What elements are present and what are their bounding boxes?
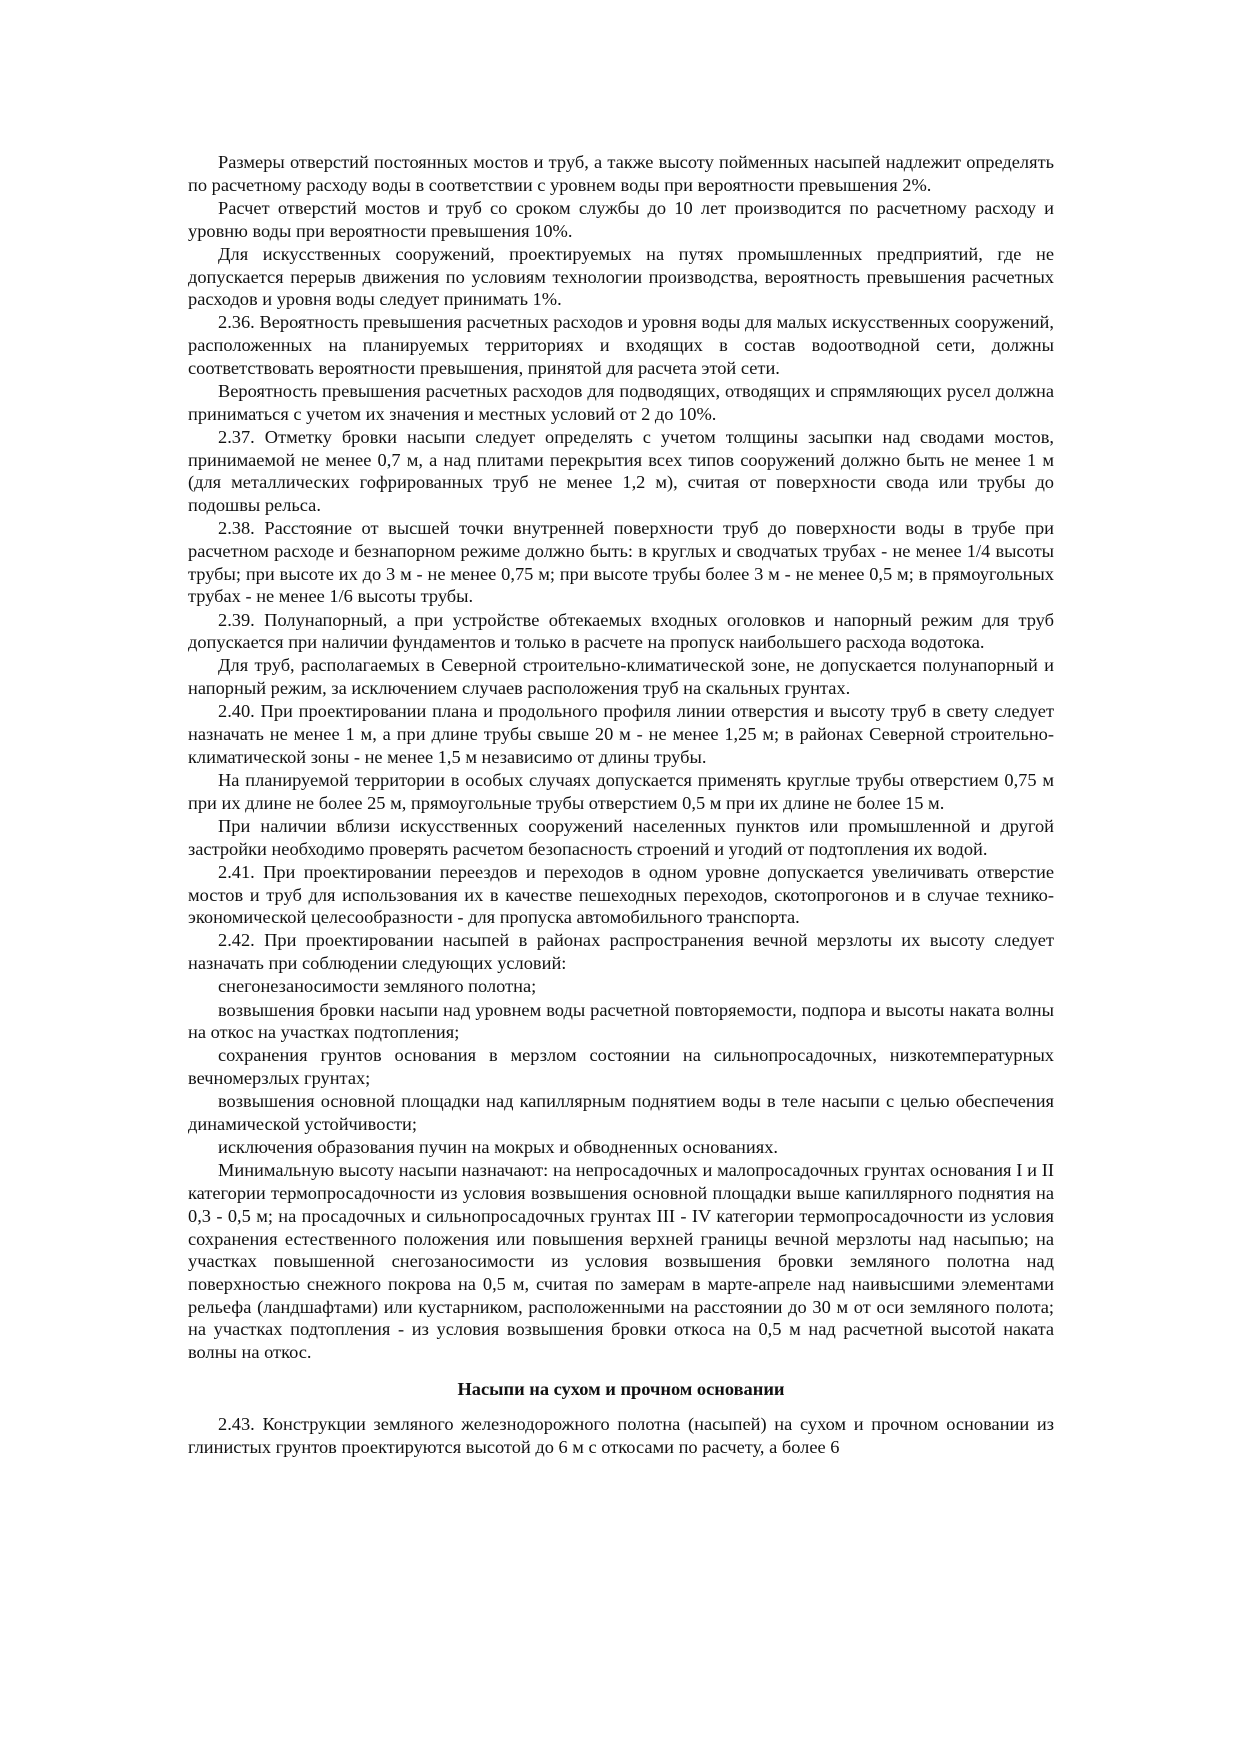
paragraph: Для труб, располагаемых в Северной строительно-климатической зоне, не допускается полунапорный и напорный режим, за исключением случаев расположения труб на скальных грунтах. xyxy=(188,655,1054,699)
list-item-condition: возвышения основной площадки над капиллярным поднятием воды в теле насыпи с целью обеспечения динамической устойчивости; xyxy=(188,1091,1054,1135)
list-item-condition: снегонезаносимости земляного полотна; xyxy=(218,976,537,997)
section-heading: Насыпи на сухом и прочном основании xyxy=(457,1378,785,1399)
paragraph: На планируемой территории в особых случаях допускается применять круглые трубы отверстием 0,75 м при их длине не более 25 м, прямоугольные трубы отверстием 0,5 м при их длине не более 15 м. xyxy=(188,769,1054,813)
paragraph-clause-2-37: 2.37. Отметку бровки насыпи следует определять с учетом толщины засыпки над сводами мостов, принимаемой не менее 0,7 м, а над плитами перекрытия всех типов сооружений должно быть не менее 1 м (для металлических гофрированных труб не менее 1,2 м), считая от поверхности свода или трубы до подошвы рельса. xyxy=(188,426,1054,516)
paragraph-clause-2-38: 2.38. Расстояние от высшей точки внутренней поверхности труб до поверхности воды в трубе при расчетном расходе и безнапорном режиме должно быть: в круглых и сводчатых трубах - не менее 1/4 высоты трубы; при высоте их до 3 м - не менее 0,75 м; при высоте трубы более 3 м - не менее 0,5 м; в прямоугольных трубах - не менее 1/6 высоты трубы. xyxy=(188,518,1054,607)
document-page xyxy=(188,151,1054,1459)
list-item-condition: сохранения грунтов основания в мерзлом состоянии на сильнопросадочных, низкотемпературных вечномерзлых грунтах; xyxy=(188,1045,1054,1089)
list-item-condition: исключения образования пучин на мокрых и обводненных основаниях. xyxy=(218,1137,778,1158)
paragraph: При наличии вблизи искусственных сооружений населенных пунктов или промышленной и другой застройки необходимо проверять расчетом безопасность строений и угодий от подтопления их водой. xyxy=(188,815,1054,859)
paragraph-clause-2-39: 2.39. Полунапорный, а при устройстве обтекаемых входных оголовков и напорный режим для труб допускается при наличии фундаментов и только в расчете на пропуск наибольшего расхода водотока. xyxy=(188,609,1054,653)
paragraph-clause-2-40: 2.40. При проектировании плана и продольного профиля линии отверстия и высоту труб в свету следует назначать не менее 1 м, а при длине трубы свыше 20 м - не менее 1,25 м; в районах Северной строительно-климатической зоны - не менее 1,5 м независимо от длины трубы. xyxy=(188,701,1054,767)
paragraph-clause-2-36: 2.36. Вероятность превышения расчетных расходов и уровня воды для малых искусственных сооружений, расположенных на планируемых территориях и входящих в состав водоотводной сети, должны соответствовать вероятности превышения, принятой для расчета этой сети. xyxy=(188,312,1054,378)
paragraph-clause-2-42: 2.42. При проектировании насыпей в районах распространения вечной мерзлоты их высоту следует назначать при соблюдении следующих условий: xyxy=(188,930,1054,974)
paragraph: Минимальную высоту насыпи назначают: на непросадочных и малопросадочных грунтах основания I и II категории термопросадочности из условия возвышения основной площадки выше капиллярного поднятия на 0,3 - 0,5 м; на просадочных и сильнопросадочных грунтах III - IV категории термопросадочности из условия сохранения естественного положения или повышения верхней границы вечной мерзлоты над насыпью; на участках повышенной снегозаносимости из условия возвышения бровки земляного полотна над поверхностью снежного покрова на 0,5 м, считая по замерам в марте-апреле над наивысшими элементами рельефа (ландшафтами) или кустарником, расположенными на расстоянии до 30 м от оси земляного полота; на участках подтопления - из условия возвышения бровки откоса на 0,5 м над расчетной высотой наката волны на откос. xyxy=(188,1160,1054,1363)
paragraph: Размеры отверстий постоянных мостов и труб, а также высоту пойменных насыпей надлежит определять по расчетному расходу воды в соответствии с уровнем воды при вероятности превышения 2%. xyxy=(188,152,1054,195)
list-item-condition: возвышения бровки насыпи над уровнем воды расчетной повторяемости, подпора и высоты наката волны на откос на участках подтопления; xyxy=(188,999,1054,1043)
paragraph: Расчет отверстий мостов и труб со сроком службы до 10 лет производится по расчетному расходу и уровню воды при вероятности превышения 10%. xyxy=(188,197,1054,241)
paragraph: Вероятность превышения расчетных расходов для подводящих, отводящих и спрямляющих русел должна приниматься с учетом их значения и местных условий от 2 до 10%. xyxy=(188,381,1054,424)
paragraph-clause-2-43: 2.43. Конструкции земляного железнодорожного полотна (насыпей) на сухом и прочном основании из глинистых грунтов проектируются высотой до 6 м с откосами по расчету, а более 6 xyxy=(188,1414,1054,1458)
paragraph: Для искусственных сооружений, проектируемых на путях промышленных предприятий, где не допускается перерыв движения по условиям технологии производства, вероятность превышения расчетных расходов и уровня воды следует принимать 1%. xyxy=(188,243,1054,310)
paragraph-clause-2-41: 2.41. При проектировании переездов и переходов в одном уровне допускается увеличивать отверстие мостов и труб для использования их в качестве пешеходных переходов, скотопрогонов и в случае технико-экономической целесообразности - для пропуска автомобильного транспорта. xyxy=(188,861,1054,928)
